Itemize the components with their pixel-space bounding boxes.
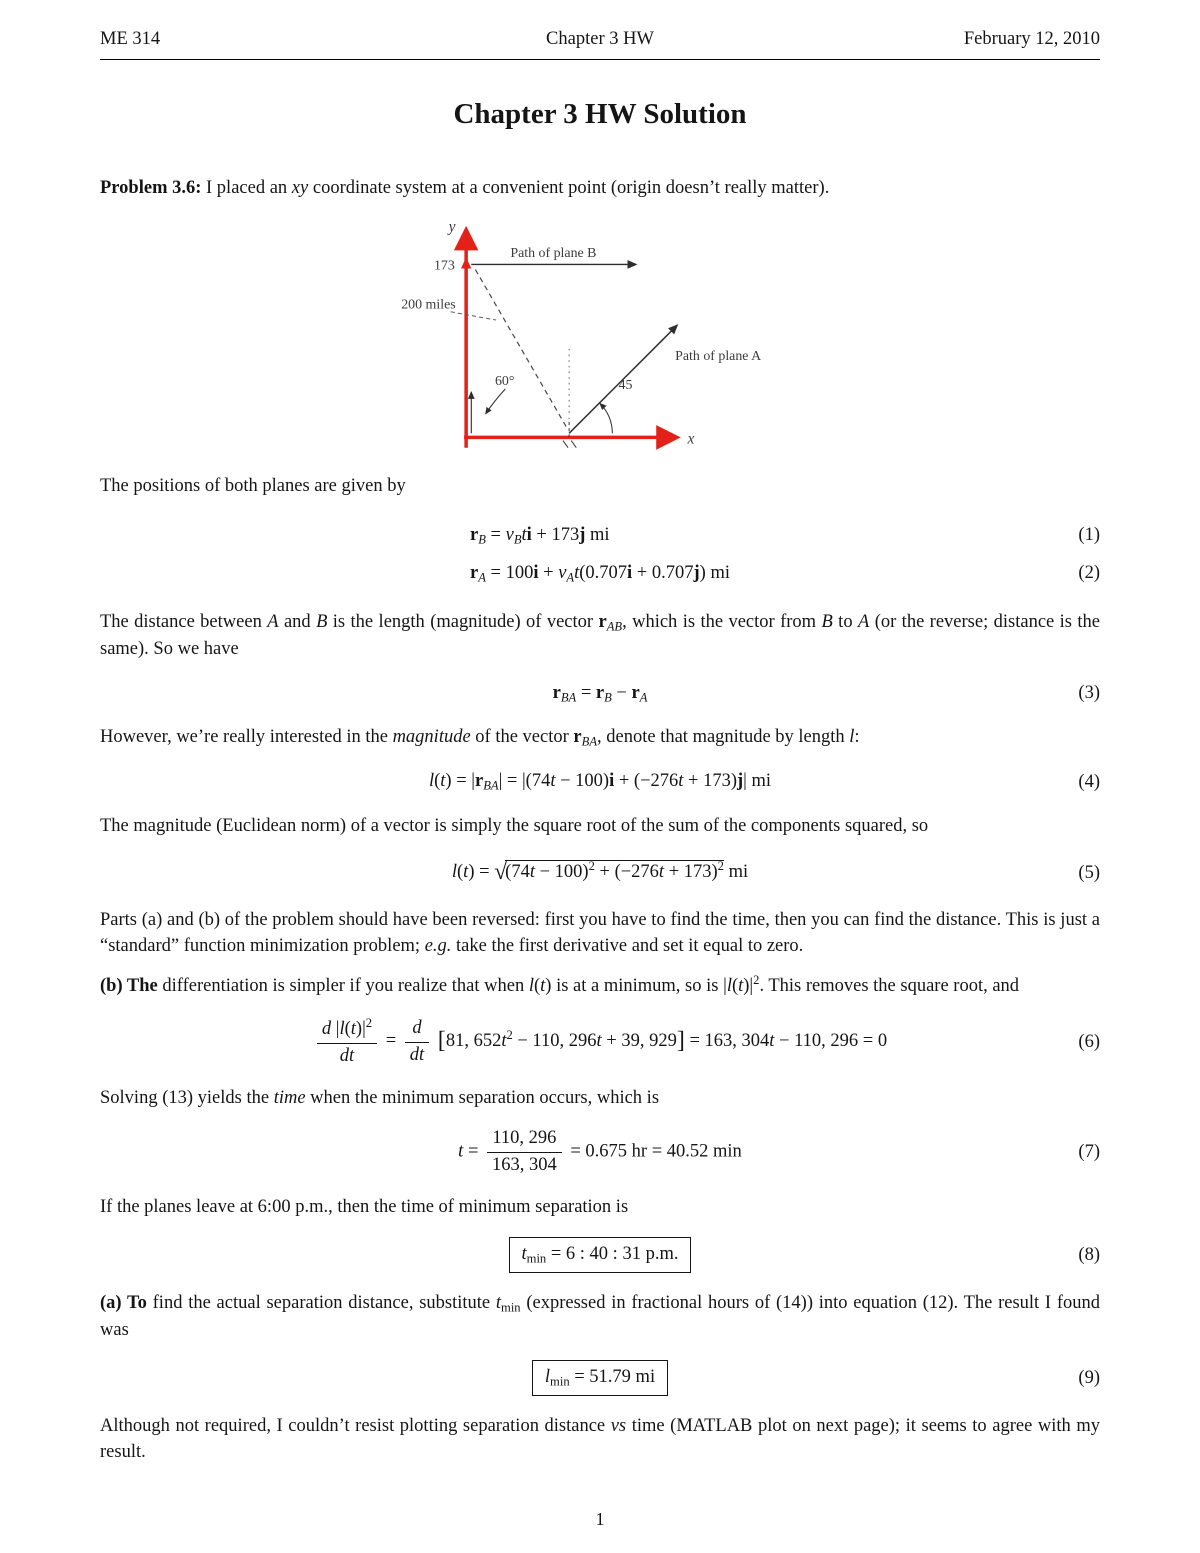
angle-45-arc — [600, 403, 612, 433]
doc-title: Chapter 3 HW Solution — [453, 98, 747, 131]
equation-4-row — [100, 768, 1100, 795]
equation-3: rBA = rB − rA — [552, 682, 648, 705]
page-header — [100, 26, 1100, 52]
equation-6-row — [100, 1016, 1100, 1068]
figure-label-173: 173 — [433, 258, 455, 274]
miles-leader-line — [451, 312, 496, 320]
equation-9-boxed: lmin = 51.79 mi — [532, 1360, 668, 1395]
header-course: ME 314 — [100, 29, 161, 49]
figure-label-y: y — [448, 218, 456, 236]
axis-hash-1 — [563, 440, 568, 447]
equation-1-number: (1) — [1078, 524, 1100, 545]
paragraph-matlab-note: Although not required, I couldn’t resist plotting separation distance vs time (MATLAB plot on next page); it seems to agree with my result. — [100, 1415, 1100, 1462]
equation-5-row — [100, 856, 1100, 890]
figure-label-path-a: Path of plane A — [675, 348, 762, 364]
angle-60-pointer — [486, 389, 506, 414]
header-date: February 12, 2010 — [963, 29, 1100, 49]
paragraph-parts-reversed: Parts (a) and (b) of the problem should have been reversed: first you have to find the time, then you can find the distance. This is just a “standard” function minimization problem; e.g. take the first derivative and set it equal to zero. — [100, 909, 1100, 956]
paragraph-part-a: (a) To find the actual separation distance, substitute tmin (expressed in fractional hours of (14)) into equation (12). The result I found was — [100, 1292, 1100, 1340]
equation-1: rB = vBti + 173j mi — [470, 524, 610, 547]
separation-line — [475, 269, 567, 428]
equation-7-number: (7) — [1078, 1142, 1100, 1163]
equation-3-number: (3) — [1078, 683, 1100, 704]
figure-label-60: 60° — [494, 373, 515, 389]
paragraph-distance: The distance between A and B is the length (magnitude) of vector rAB, which is the vector from B to A (or the reverse; distance is the same). So we have — [100, 611, 1101, 660]
equation-4-number: (4) — [1078, 771, 1100, 792]
equation-5: $l(t) = √(74t - 100)^2 + (-276t + 173)^2$ mi — [451, 859, 749, 885]
equation-9-number: (9) — [1078, 1367, 1100, 1388]
equation-6: $\frac{d |l(t)|^2}{dt}$ = $\frac{d}{dt}$ [81, $652t^2 - 110$, 296t + 39, 929] = 163, 304t − 110, 296 = 0 — [146, 1016, 1054, 1068]
paragraph-euclidean-norm: The magnitude (Euclidean norm) of a vector is simply the square root of the sum of the components squared, so — [100, 815, 929, 836]
figure-label-path-b: Path of plane B — [510, 245, 597, 261]
figure-label-200-miles: 200 miles — [401, 297, 456, 313]
paragraph-solving: Solving (13) yields the time when the minimum separation occurs, which is — [100, 1087, 660, 1108]
paragraph-part-b: (b) The differentiation is simpler if you realize that when l(t) is at a minimum, so is $|l(t)|^2$. This removes the square root, and — [100, 973, 1020, 997]
paragraph-planes-leave: If the planes leave at 6:00 p.m., then the time of minimum separation is — [100, 1196, 629, 1217]
tick-173-marker — [461, 257, 471, 268]
equation-8-number: (8) — [1078, 1244, 1100, 1265]
equation-4: l(t) = |rBA| = |(74t − 100)i + (−276t + 173)j| mi — [428, 771, 772, 793]
equation-3-row — [100, 680, 1100, 707]
figure-container — [100, 215, 1100, 457]
equation-7: t = $\frac{110, 296}{163, 304}$ = 0.675 hr = 40.52 min — [458, 1128, 742, 1175]
equation-2: rA = 100i + vAt(0.707i + 0.707j) mi — [470, 562, 730, 585]
header-chapter: Chapter 3 HW — [546, 29, 654, 49]
figure-label-x: x — [687, 430, 695, 448]
equation-5-number: (5) — [1078, 862, 1100, 883]
equation-9-row — [100, 1360, 1100, 1395]
equation-8-boxed: tmin = 6 : 40 : 31 p.m. — [509, 1237, 692, 1272]
paragraph-magnitude-interest: However, we’re really interested in the magnitude of the vector rBA, denote that magnitude by length l: — [100, 726, 860, 749]
page-number: 1 — [595, 1509, 605, 1530]
equation-pair-1-2 — [100, 516, 1100, 592]
paragraph-problem-intro: Problem 3.6: I placed an xy coordinate system at a convenient point (origin doesn’t really matter). — [100, 178, 830, 199]
figure-plane-paths — [365, 215, 835, 457]
figure-label-45: 45 — [618, 377, 633, 393]
paragraph-positions: The positions of both planes are given by — [100, 475, 406, 496]
equation-2-number: (2) — [1078, 562, 1100, 583]
equation-8-row — [100, 1237, 1100, 1272]
header-rule — [100, 59, 1100, 60]
equation-7-row — [100, 1128, 1100, 1177]
axis-hash-2 — [571, 440, 576, 447]
equation-6-number: (6) — [1078, 1031, 1100, 1052]
